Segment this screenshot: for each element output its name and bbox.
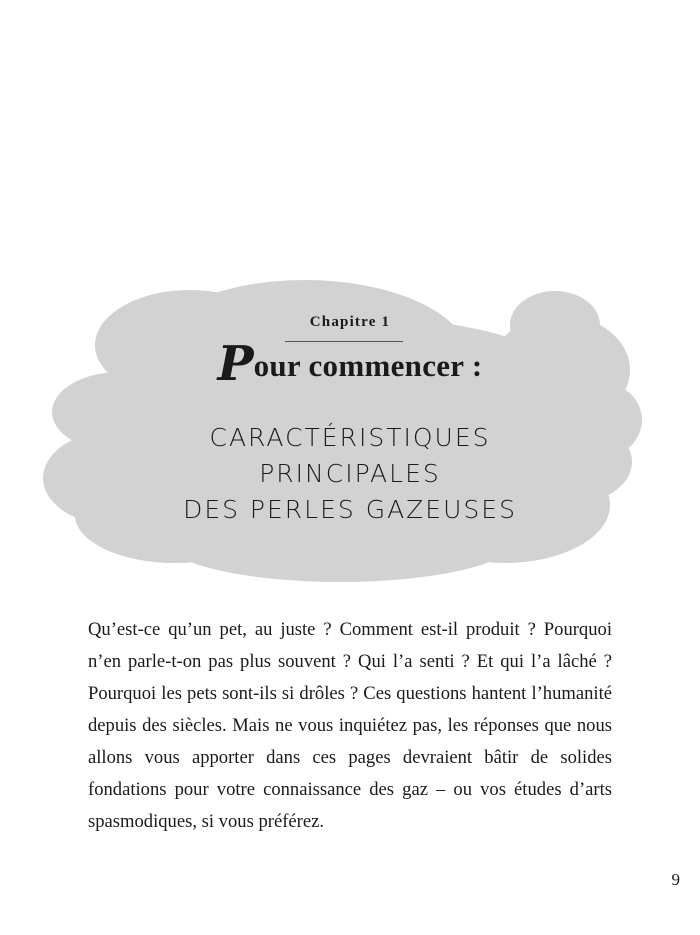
subtitle-line: DES PERLES GAZEUSES: [183, 495, 517, 524]
page-number: 9: [671, 870, 680, 889]
body-paragraph: Qu’est-ce qu’un pet, au juste ? Comment est-il produit ? Pourquoi n’en parle-t-on pas plus souvent ? Qui l’a senti ? Et qui l’a lâché ? Pourquoi les pets sont-ils si drôles ? Ces questions hantent l’humanité depuis des siècles. Mais ne vous inquiétez pas, les réponses que nous allons vous apporter dans ces pages devraient bâtir de solides fondations pour votre connaissance des gaz – ou vos études d’arts spasmodiques, si vous préférez.: [88, 619, 612, 832]
chapter-label: Chapitre 1: [309, 314, 391, 330]
chapter-title: [120, 336, 580, 392]
chapter-title-initial: P: [217, 336, 254, 392]
subtitle-line: PRINCIPALES: [259, 459, 441, 488]
chapter-title-text: our commencer :: [253, 348, 483, 383]
subtitle-line: CARACTÉRISTIQUES: [209, 423, 491, 452]
chapter-subtitle: [100, 420, 600, 528]
